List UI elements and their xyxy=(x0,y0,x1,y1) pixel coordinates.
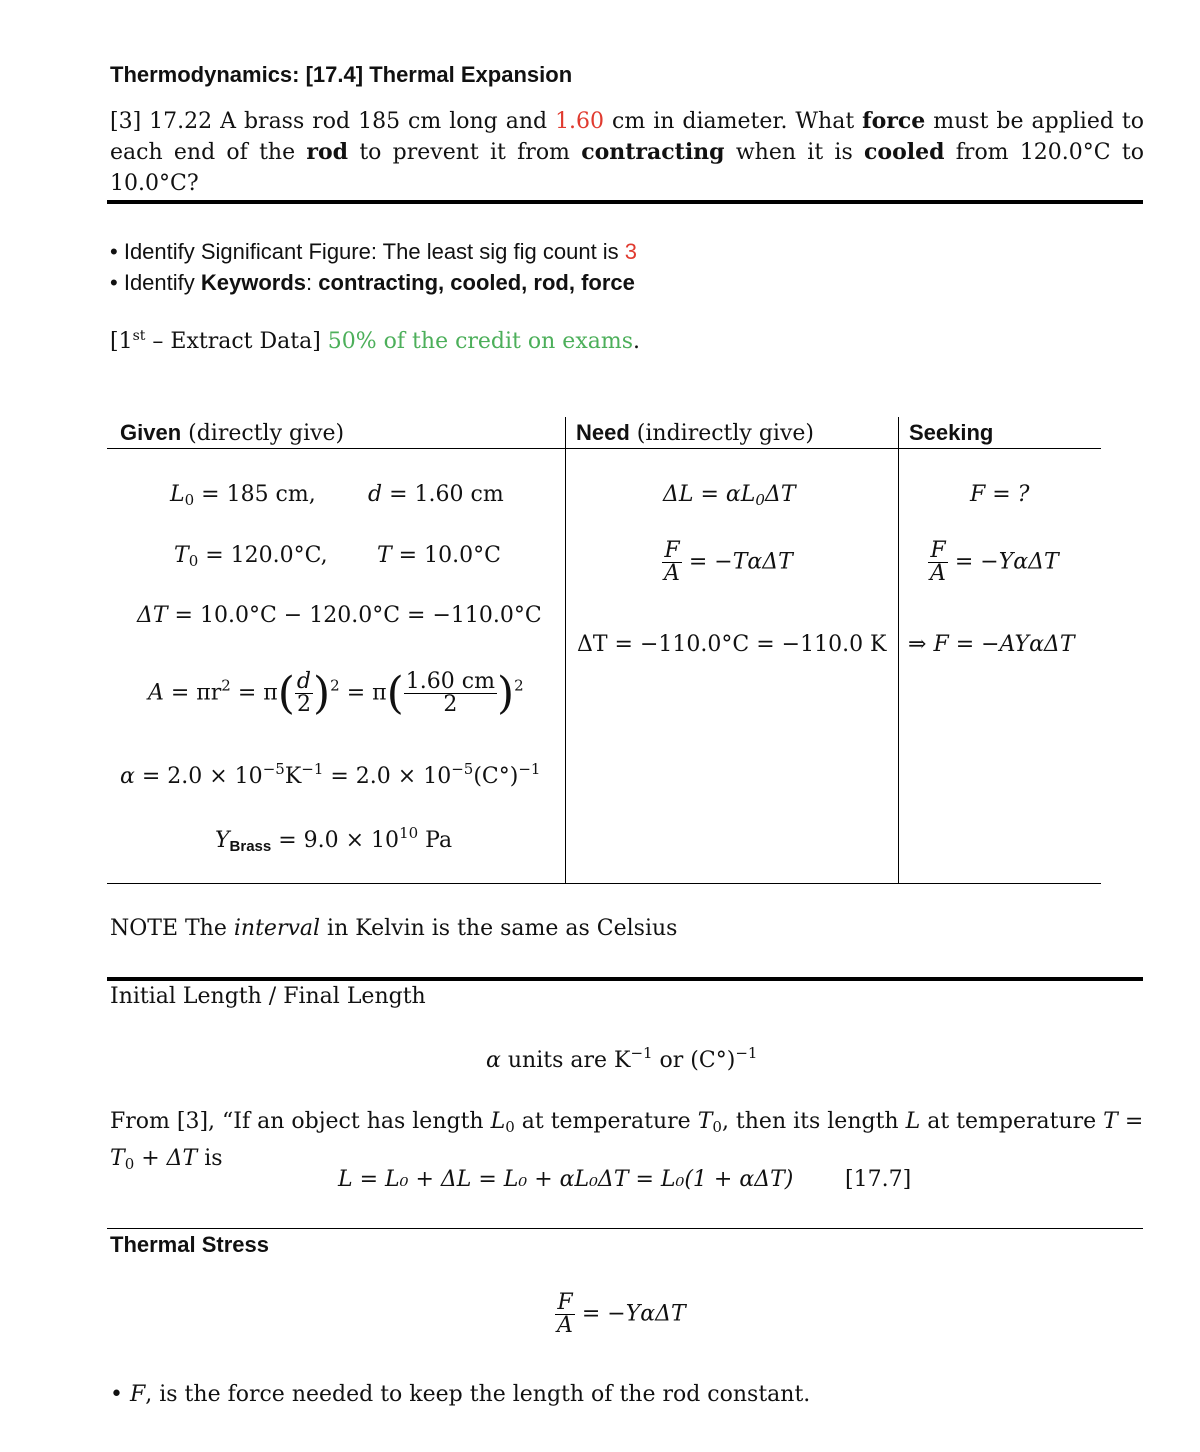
seeking-force-result xyxy=(908,632,1075,657)
given-area xyxy=(148,668,524,719)
math-fragment: L = L₀ + ΔL = L₀ + αL₀ΔT = L₀(1 + αΔT) xyxy=(338,1167,794,1192)
page-title: Thermodynamics: [17.4] Thermal Expansion xyxy=(110,62,573,87)
math-fragment: F xyxy=(930,538,946,563)
math-fragment: = 120.0°C, xyxy=(198,543,328,568)
math-fragment: F xyxy=(557,1290,573,1315)
thermal-stress-bullet xyxy=(110,1382,810,1407)
math-fragment: = πr xyxy=(163,680,222,706)
math-fragment: A xyxy=(930,561,946,586)
problem-text: must be applied to each end of the xyxy=(110,109,1144,165)
need-stress xyxy=(662,540,793,585)
math-fragment: F = −AYαΔT xyxy=(933,632,1075,657)
math-fragment: or (C°) xyxy=(652,1048,736,1073)
math-fragment: K xyxy=(284,764,302,789)
math-fragment: A xyxy=(664,561,680,586)
bullet-keywords xyxy=(110,267,637,298)
keyword-rod: rod xyxy=(306,139,349,165)
math-fragment: ( xyxy=(277,668,295,719)
table-header-rule xyxy=(107,448,1101,449)
bullet-text: : xyxy=(306,270,319,295)
problem-text: to prevent it from xyxy=(348,140,582,165)
math-fragment: 2 xyxy=(221,676,231,695)
math-fragment: , then its length xyxy=(721,1109,906,1134)
math-fragment: −1 xyxy=(735,1044,758,1062)
math-fragment: F xyxy=(664,538,680,563)
bullet-icon: • xyxy=(110,239,124,264)
math-fragment xyxy=(662,540,682,585)
step-text: [1 xyxy=(110,329,133,354)
bullet-sig-fig xyxy=(110,236,637,267)
math-fragment: Given xyxy=(120,420,182,445)
math-fragment: (indirectly give) xyxy=(629,421,815,446)
problem-text: [3] 17.22 A brass rod 185 cm long and xyxy=(110,109,556,134)
math-fragment: 2 xyxy=(295,693,313,716)
note-interval xyxy=(110,916,677,941)
math-fragment: = 10.0°C xyxy=(391,543,501,568)
seeking-force: F = ? xyxy=(970,482,1030,507)
math-fragment: ⇒ xyxy=(908,632,934,657)
math-fragment: , is the force needed to keep the length of the rod constant. xyxy=(145,1382,811,1407)
math-fragment: A xyxy=(557,1313,573,1338)
math-fragment: ΔT xyxy=(764,482,796,507)
math-fragment: A xyxy=(148,680,164,706)
math-fragment: = 2.0 × 10 xyxy=(323,764,452,789)
math-fragment: ΔL xyxy=(663,482,694,507)
math-fragment: ) xyxy=(496,668,515,719)
math-fragment: Pa xyxy=(418,828,453,853)
math-fragment: = 1.60 cm xyxy=(382,482,504,507)
math-fragment: = −TαΔT xyxy=(681,549,793,575)
math-fragment: −5 xyxy=(262,760,285,778)
keywords-list: contracting, cooled, rod, force xyxy=(318,270,635,295)
math-fragment xyxy=(404,671,497,716)
math-fragment: 2 xyxy=(404,693,497,716)
math-fragment xyxy=(928,540,948,585)
math-fragment: Y xyxy=(215,828,230,853)
math-fragment: units are K xyxy=(500,1048,631,1073)
math-fragment: 0 xyxy=(505,1118,515,1136)
math-fragment: From [3], “If an object has length xyxy=(110,1109,491,1134)
math-fragment: = −YαΔT xyxy=(574,1301,686,1327)
given-delta-T xyxy=(137,603,542,628)
math-fragment: (directly give) xyxy=(181,421,345,446)
math-fragment: L xyxy=(490,1109,506,1134)
need-delta-T-conversion: ΔT = −110.0°C = −110.0 K xyxy=(577,632,887,657)
keyword-contracting: contracting xyxy=(581,139,725,165)
math-fragment: = π xyxy=(230,680,278,706)
math-fragment: NOTE The xyxy=(110,916,234,941)
given-L0 xyxy=(170,482,316,509)
math-fragment: T xyxy=(697,1109,713,1134)
step-heading xyxy=(110,328,640,354)
math-fragment: 1.60 cm xyxy=(405,669,495,694)
diameter-value: 1.60 xyxy=(555,109,605,134)
math-fragment: L xyxy=(170,482,185,507)
given-T0 xyxy=(174,543,328,570)
math-fragment: T xyxy=(110,1146,125,1171)
given-youngs-modulus xyxy=(215,824,452,855)
math-fragment: ( xyxy=(386,668,404,719)
math-fragment: T xyxy=(1103,1109,1118,1134)
math-fragment: + ΔT xyxy=(134,1146,198,1171)
seeking-stress xyxy=(928,540,1059,585)
step-text: – Extract Data] xyxy=(145,329,328,354)
given-d xyxy=(368,482,504,507)
bullet-text: Identify xyxy=(123,270,201,295)
step-text: . xyxy=(633,329,640,354)
divider xyxy=(107,977,1143,981)
math-fragment: = 10.0°C − 120.0°C = −110.0°C xyxy=(167,603,542,628)
math-fragment: (C°) xyxy=(473,764,519,789)
keyword-cooled: cooled xyxy=(864,139,945,165)
math-fragment: T xyxy=(174,543,189,568)
math-fragment xyxy=(295,671,313,716)
problem-text: from 120.0°C to 10.0°C? xyxy=(110,140,1144,196)
math-fragment: = π xyxy=(339,680,387,706)
math-fragment: interval xyxy=(233,916,321,941)
math-fragment: at temperature xyxy=(514,1109,698,1134)
math-fragment: in Kelvin is the same as Celsius xyxy=(320,916,678,941)
linear-expansion-equation xyxy=(338,1167,793,1192)
table-bottom-rule xyxy=(107,883,1101,884)
math-fragment: = 2.0 × 10 xyxy=(134,764,263,789)
math-fragment: 0 xyxy=(124,1155,135,1173)
math-fragment: 0 xyxy=(712,1118,722,1136)
table-column-divider xyxy=(898,417,899,884)
math-fragment: −1 xyxy=(518,760,541,778)
step-ordinal: st xyxy=(132,328,146,344)
math-fragment: ) xyxy=(313,668,331,719)
thermal-stress-heading: Thermal Stress xyxy=(110,1232,269,1257)
math-fragment: T xyxy=(377,543,392,568)
keywords-label: Keywords xyxy=(200,270,307,295)
initial-final-heading: Initial Length / Final Length xyxy=(110,984,426,1009)
math-fragment: α xyxy=(486,1048,501,1073)
math-fragment: −1 xyxy=(301,760,324,778)
math-fragment: 10 xyxy=(399,824,419,842)
math-fragment: d xyxy=(368,482,383,507)
bullet-text: Identify Significant Figure: The least sig fig count is xyxy=(123,239,625,264)
problem-statement xyxy=(110,106,1144,199)
given-T xyxy=(377,543,501,568)
credit-note: 50% of the credit on exams xyxy=(327,329,633,354)
math-fragment: = −YαΔT xyxy=(947,549,1059,575)
given-header xyxy=(120,420,344,446)
problem-text: cm in diameter. What xyxy=(604,109,863,134)
math-fragment: = αL xyxy=(693,482,756,507)
thermal-stress-equation xyxy=(555,1292,686,1337)
alpha-units xyxy=(486,1044,757,1073)
math-fragment: d xyxy=(296,669,311,694)
math-fragment: Brass xyxy=(229,838,272,855)
math-fragment: is xyxy=(197,1146,223,1171)
seeking-header: Seeking xyxy=(909,420,994,445)
problem-text: when it is xyxy=(724,140,865,165)
equation-reference: [17.7] xyxy=(845,1167,912,1192)
bullet-list xyxy=(110,236,637,298)
math-fragment: = 9.0 × 10 xyxy=(271,828,400,853)
divider xyxy=(107,200,1143,204)
bullet-icon: • xyxy=(110,270,124,295)
need-header xyxy=(576,420,814,446)
math-fragment: F xyxy=(129,1382,146,1407)
math-fragment: ΔT xyxy=(137,603,168,628)
math-fragment: −1 xyxy=(630,1044,653,1062)
bullet-icon: • xyxy=(110,1382,130,1407)
given-alpha xyxy=(120,760,540,789)
math-fragment: α xyxy=(120,764,135,789)
need-delta-L xyxy=(663,482,796,509)
table-column-divider xyxy=(565,417,566,884)
math-fragment: L xyxy=(905,1109,921,1134)
math-fragment: Need xyxy=(576,420,630,445)
math-fragment: 2 xyxy=(330,676,340,695)
sig-fig-value: 3 xyxy=(624,239,638,264)
math-fragment xyxy=(555,1292,575,1337)
math-fragment: 0 xyxy=(188,552,199,570)
math-fragment: 0 xyxy=(184,491,195,509)
math-fragment: at temperature xyxy=(920,1109,1104,1134)
math-fragment: = xyxy=(1117,1109,1144,1134)
math-fragment: −5 xyxy=(451,760,474,778)
divider xyxy=(107,1228,1143,1229)
math-fragment: 0 xyxy=(755,491,765,509)
math-fragment: 2 xyxy=(514,676,524,695)
keyword-force: force xyxy=(862,108,926,134)
math-fragment: = 185 cm, xyxy=(194,482,316,507)
